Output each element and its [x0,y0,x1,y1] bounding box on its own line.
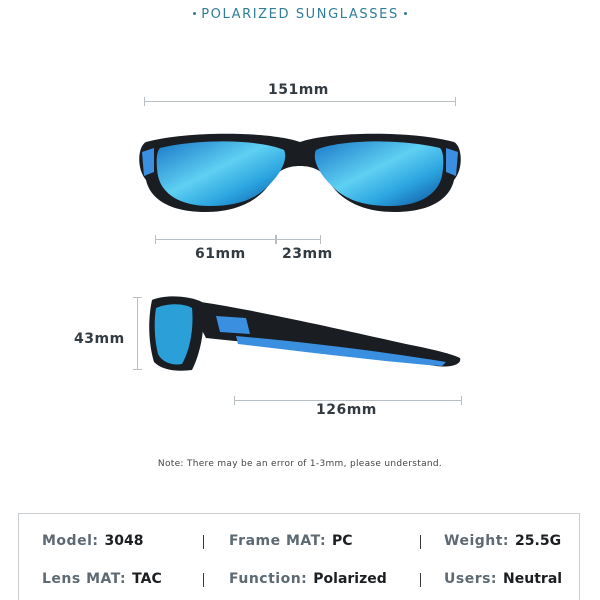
total-width-line [144,101,456,102]
spec-weight [444,533,561,549]
bullet-dot-right [404,12,407,15]
left-lens [157,141,286,206]
spec-function-value: Polarized [313,571,387,587]
tolerance-note: Note: There may be an error of 1-3mm, please understand. [157,459,443,469]
bridge-width-line [276,239,321,240]
lens-width-line [155,239,276,240]
spec-users [444,571,562,587]
front-view-glasses [132,128,468,218]
spec-model-value: 3048 [104,533,144,549]
spec-users-label: Users: [444,571,498,587]
spec-users-value: Neutral [503,571,563,587]
bridge-width-label: 23mm [282,246,333,262]
spec-separator [203,535,204,549]
spec-separator [420,535,421,549]
spec-model [42,533,143,549]
spec-separator [420,573,421,587]
spec-model-label: Model: [42,533,99,549]
spec-lens-label: Lens MAT: [42,571,127,587]
page-title: POLARIZED SUNGLASSES [201,7,399,22]
spec-lens-value: TAC [132,571,162,587]
spec-weight-value: 25.5G [515,533,562,549]
lens-width-label: 61mm [195,246,246,262]
spec-frame [229,533,353,549]
spec-function [229,571,387,587]
temple-length-line [234,400,462,401]
right-lens [315,141,444,206]
bullet-dot-left [193,12,196,15]
lens-height-line [137,297,138,370]
spec-weight-label: Weight: [444,533,510,549]
spec-frame-label: Frame MAT: [229,533,327,549]
side-view-glasses [146,292,466,372]
spec-function-label: Function: [229,571,308,587]
spec-lens [42,571,162,587]
total-width-label: 151mm [268,82,329,98]
page-header [0,7,600,22]
temple-stripe [216,316,250,334]
right-stripe [446,148,458,176]
spec-frame-value: PC [332,533,353,549]
left-stripe [142,148,154,176]
spec-separator [203,573,204,587]
lens-height-label: 43mm [74,331,125,347]
temple-arm [186,300,460,367]
temple-length-label: 126mm [316,402,377,418]
